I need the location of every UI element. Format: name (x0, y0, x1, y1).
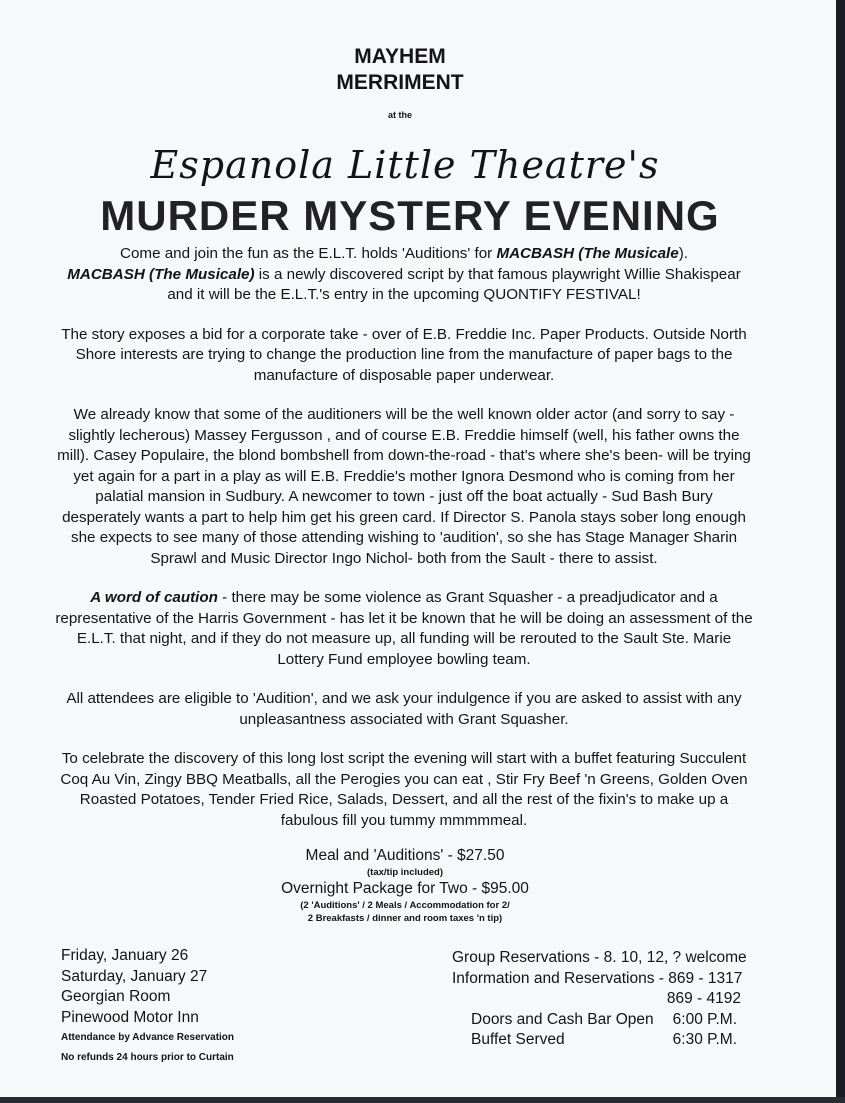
event-date-1: Friday, January 26 (61, 947, 189, 964)
intro-text-c: ). (678, 245, 688, 262)
event-venue: Pinewood Motor Inn (61, 1008, 199, 1026)
doors-row (452, 1010, 737, 1031)
event-details (61, 946, 234, 1068)
overnight-price: Overnight Package for Two - $95.00 (281, 880, 529, 897)
page-edge-bottom (0, 1097, 845, 1103)
pricing-block (250, 846, 560, 925)
meal-price: Meal and 'Auditions' - $27.50 (305, 847, 505, 864)
intro-title-emphasis: MACBASH (The Musicale (496, 245, 679, 262)
page-title: MURDER MYSTERY EVENING (100, 192, 720, 239)
buffet-row (452, 1030, 737, 1051)
second-phone: 869 - 4192 (666, 990, 741, 1007)
page-edge-right (836, 0, 845, 1103)
overnight-note-1: (2 'Auditions' / 2 Meals / Accommodation for 2/ (300, 900, 510, 911)
paragraph-cast: We already know that some of the auditioners will be the well known older actor (and sorry to say - slightly lecherous) Massey Fergusson , and of course E.B. Freddie himself (well, his father owns the mill). Casey Populaire, the blond bombshell from down-the-road - that's where she's been- will be trying yet again for a part in a play as will E.B. Freddie's mother Ignora Desmond who is coming from her palatial mansion in Sudbury. A newcomer to town - just off the boat actually - Sud Bash Bury desperately wants a part to help him get his green card. If Director S. Panola stays sober long enough she expects to see many of those attending wishing to 'audition', so she has Stage Manager Sharin Sprawl and Music Director Ingo Nichol- both from the Sault - there to assist. (57, 406, 751, 567)
event-note-reservation: Attendance by Advance Reservation (61, 1032, 235, 1043)
header-mayhem-merriment (0, 44, 800, 96)
paragraph-menu: To celebrate the discovery of this long lost script the evening will start with a buffet featuring Succulent Coq Au Vin, Zingy BBQ Meatballs, all the Perogies you can eat , Stir Fry Beef 'n Greens, Golden Oven Roasted Potatoes, Tender Fried Rice, Salads, Dessert, and all the rest of the fixin's to make up a fabulous fill you tummy mmmmmeal. (60, 750, 748, 829)
event-date-2: Saturday, January 27 (61, 967, 208, 985)
header-line-merriment: MERRIMENT (336, 71, 464, 94)
paragraph-story: The story exposes a bid for a corporate take - over of E.B. Freddie Inc. Paper Products. Outside North Shore interests are trying to change the production line from the manufacture of paper bags to the manufacture of disposable paper underwear. (61, 325, 747, 384)
overnight-note-2: 2 Breakfasts / dinner and room taxes 'n tip) (307, 913, 503, 924)
buffet-label: Buffet Served (471, 1031, 565, 1048)
paragraph-caution (54, 588, 754, 670)
intro-title-emphasis-2: MACBASH (The Musicale) (67, 265, 255, 283)
intro-text-a: Come and join the fun as the E.L.T. holds 'Auditions' for (120, 245, 497, 262)
buffet-time: 6:30 P.M. (672, 1031, 737, 1048)
reservation-details (452, 948, 752, 1051)
doors-time: 6:00 P.M. (672, 1010, 737, 1028)
body-text (54, 244, 754, 850)
header-line-mayhem: MAYHEM (354, 45, 446, 68)
doors-label: Doors and Cash Bar Open (471, 1010, 654, 1028)
group-reservations: Group Reservations - 8. 10, 12, ? welcome (452, 949, 747, 966)
header-at-the: at the (387, 110, 412, 120)
paragraph-attendees: All attendees are eligible to 'Audition', and we ask your indulgence if you are asked to assist with any unpleasantness associated with Grant Squasher. (66, 690, 742, 728)
theatre-name: Espanola Little Theatre's (150, 143, 660, 187)
intro-text-e: is a newly discovered script by that famous playwright Willie Shakispear and it will be the E.L.T.'s entry in the upcoming QUONTIFY FESTIVAL! (167, 265, 741, 303)
caution-text: - there may be some violence as Grant Squasher - a preadjudicator and a representative of the Harris Government - has let it be known that he will be doing an assessment of the E.L.T. that night, and if they do not measure up, all funding will be rerouted to the Sault Ste. Marie Lottery Fund employee bowling team. (55, 589, 753, 668)
meal-price-note: (tax/tip included) (367, 867, 443, 878)
event-room: Georgian Room (61, 988, 171, 1005)
event-note-refunds: No refunds 24 hours prior to Curtain (61, 1052, 234, 1063)
paragraph-intro (54, 244, 754, 306)
caution-emphasis: A word of caution (90, 589, 218, 606)
info-reservations-phone: Information and Reservations - 869 - 1317 (452, 969, 743, 987)
